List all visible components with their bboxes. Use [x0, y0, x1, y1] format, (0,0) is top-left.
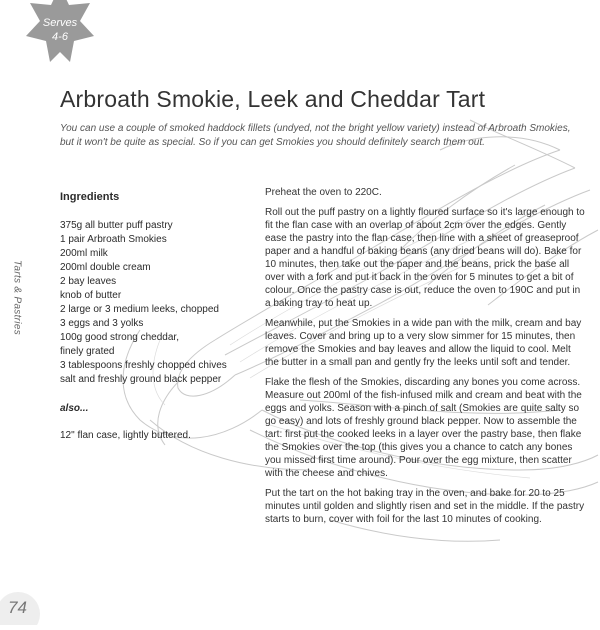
recipe-intro: You can use a couple of smoked haddock fillets (undyed, not the bright yellow variety) instead of Arbroath Smokies, but it won't be quite as special. So if you can get Smokies you should definitely search them out.: [60, 123, 571, 148]
ingredients-list: [60, 219, 260, 387]
section-label: Tarts & Pastries: [11, 259, 23, 335]
ingredient-item: knob of butter: [60, 290, 122, 301]
recipe-title: Arbroath Smokie, Leek and Cheddar Tart: [60, 86, 486, 112]
equipment-note: 12" flan case, lightly buttered.: [60, 430, 191, 441]
ingredient-item: 200ml double cream: [60, 262, 151, 273]
ingredient-item: 3 eggs and 3 yolks: [60, 318, 144, 329]
ingredients-heading: Ingredients: [60, 191, 120, 203]
method-text: [265, 186, 587, 533]
ingredient-item: 100g good strong cheddar,: [60, 332, 179, 343]
ingredient-item: finely grated: [60, 346, 115, 357]
serves-label: Serves: [42, 17, 78, 29]
ingredients-panel: [60, 191, 260, 443]
ingredient-item: 1 pair Arbroath Smokies: [60, 234, 167, 245]
ingredient-item: salt and freshly ground black pepper: [60, 374, 222, 385]
method-step: Flake the flesh of the Smokies, discarding any bones you come across. Measure out 200ml of the fish-infused milk and cream and beat with the eggs and yolks. Season with a pinch of salt (Smokies are quite salty so go easy) and lots of freshly ground black pepper. Now to assemble the tart: first put the cooked leeks in a layer over the pastry base, then flake the Smokies over the top (this gives you a chance to catch any bones you missed first time around). Pour over the egg mixture, then scatter with the cheese and chives.: [265, 377, 582, 479]
also-label: also...: [60, 403, 89, 414]
serves-badge: [22, 0, 98, 64]
ingredient-item: 375g all butter puff pastry: [60, 220, 173, 231]
ingredient-item: 2 large or 3 medium leeks, chopped: [60, 304, 219, 315]
method-step: Preheat the oven to 220C.: [265, 187, 382, 198]
method-step: Meanwhile, put the Smokies in a wide pan with the milk, cream and bay leaves. Cover and bring up to a very slow simmer for 15 minutes, then remove the Smokies and bay leaves and allow the liquid to cool. Melt the butter in a small pan and gently fry the leeks until soft and tender.: [265, 318, 582, 368]
ingredient-item: 200ml milk: [60, 248, 108, 259]
ingredient-item: 3 tablespoons freshly chopped chives: [60, 360, 227, 371]
page-number: 74: [8, 598, 27, 617]
ingredient-item: 2 bay leaves: [60, 276, 117, 287]
serves-count: 4-6: [52, 31, 68, 43]
page-number-badge: [0, 584, 40, 625]
method-step: Put the tart on the hot baking tray in the oven, and bake for 20 to 25 minutes until golden and slightly risen and set in the middle. If the pastry starts to burn, cover with foil for the last 10 minutes of cooking.: [265, 488, 585, 525]
method-step: Roll out the puff pastry on a lightly floured surface so it's large enough to fit the flan case with an overlap of about 2cm over the edges. Gently ease the pastry into the flan case, then line with a sheet of greaseproof paper and a handful of baking beans (any dried beans will do). Bake for 10 minutes, then take out the paper and the beans, prick the base all over with a fork and put it back in the oven for 5 minutes to get a bit of colour. Once the pastry case is out, reduce the oven to 190C and put in a baking tray to heat up.: [265, 207, 585, 309]
